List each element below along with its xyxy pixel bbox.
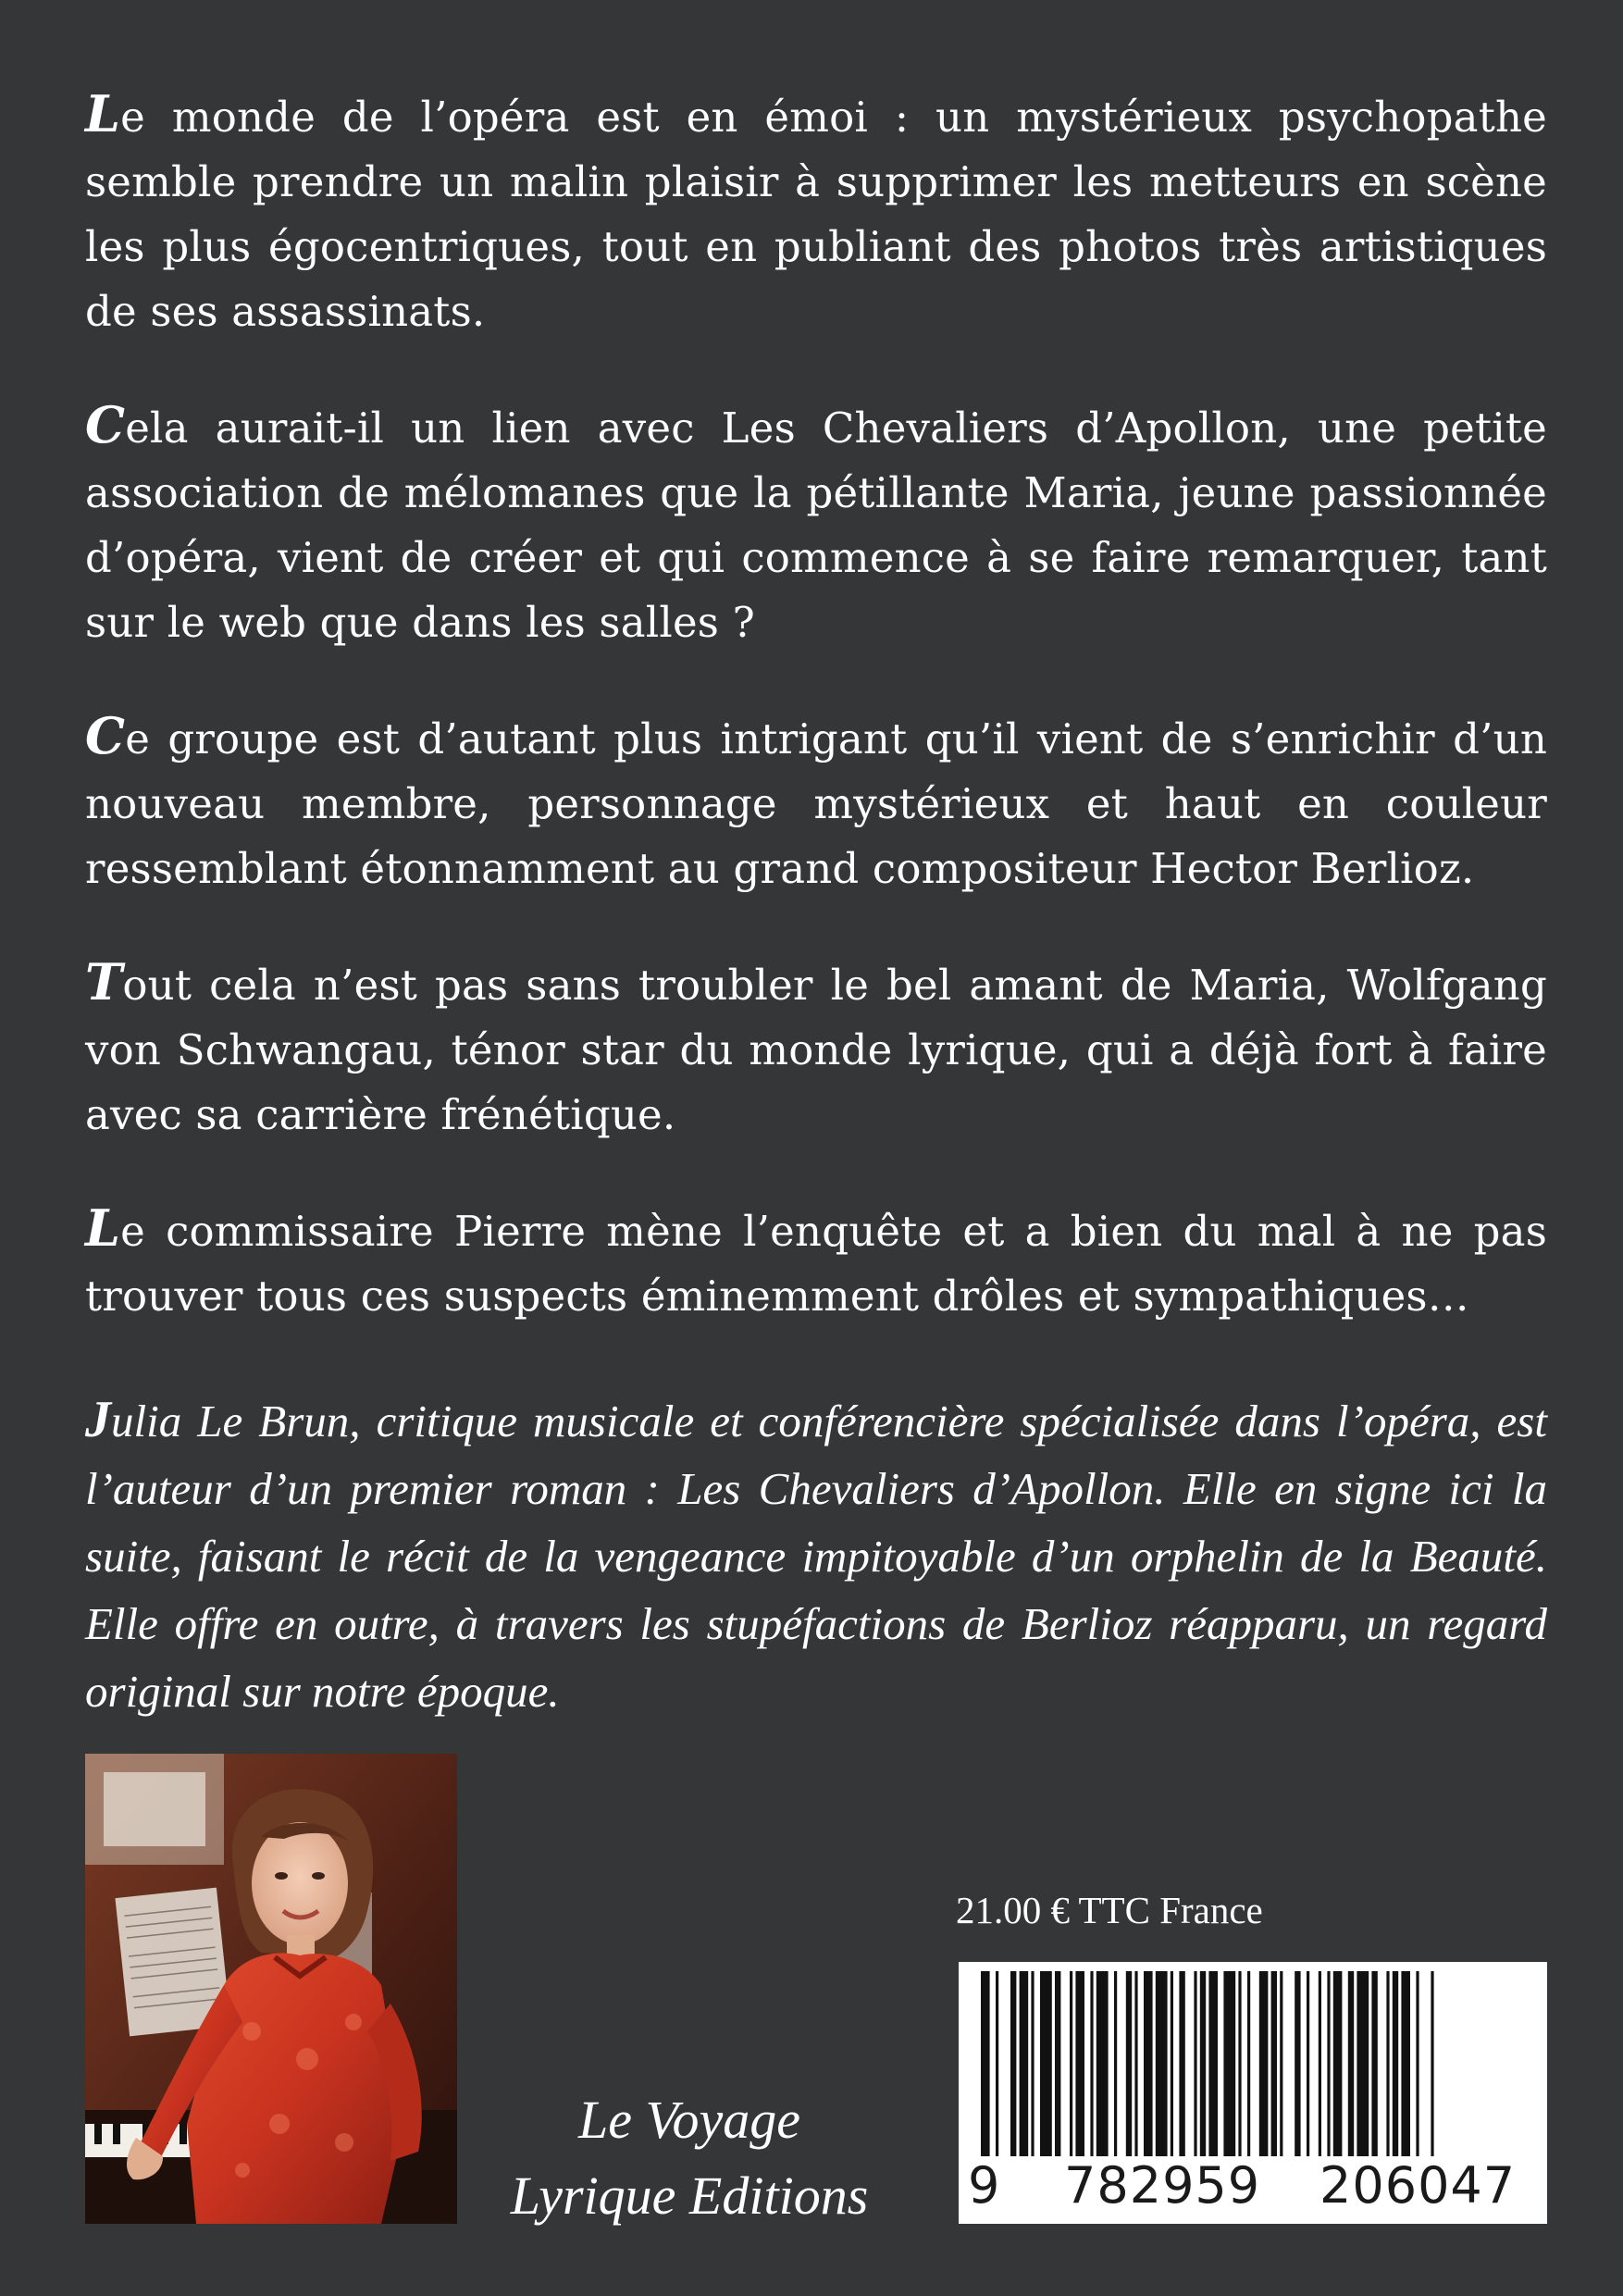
barcode-bar <box>1333 1971 1343 2156</box>
barcode-bar <box>1010 1971 1016 2156</box>
synopsis-paragraph <box>85 392 1547 655</box>
barcode-bar <box>1247 1971 1250 2156</box>
paragraph-text: e monde de l’opéra est en émoi : un mystérieux psychopathe semble prendre un malin plaisir à supprimer les metteurs en scène les plus égocentriques, tout en publiant des photos très artistiques de ses assassinats. <box>85 93 1547 336</box>
barcode-bar <box>1208 1971 1218 2156</box>
author-photo-illustration <box>85 1754 457 2224</box>
synopsis <box>85 81 1547 1377</box>
barcode-bar <box>1040 1971 1052 2156</box>
barcode-bar <box>981 1971 990 2156</box>
price-label: 21.00 € TTC France <box>956 1889 1263 1931</box>
publisher-line: Le Voyage <box>578 2090 800 2150</box>
barcode-bar <box>1393 1971 1398 2156</box>
barcode-bar <box>1280 1971 1282 2156</box>
barcode-bar <box>1348 1971 1354 2156</box>
barcode-bar <box>1401 1971 1410 2156</box>
barcode-bar <box>1090 1971 1093 2156</box>
isbn-barcode <box>959 1962 1547 2224</box>
barcode-bar <box>1096 1971 1109 2156</box>
barcode-bar <box>1223 1971 1235 2156</box>
barcode-bar <box>1020 1971 1029 2156</box>
drop-cap: C <box>85 706 126 765</box>
bio-text: ulia Le Brun, critique musicale et conférencière spécialisée dans l’opéra, est l’auteur d’un premier roman : Les Chevaliers d’Apollon. Elle en signe ici la suite, faisant le récit de la vengeance impitoyable d’un orphelin de la Beauté. Elle offre en outre, à travers les stupéfactions de Berlioz réapparu, un regard original sur notre époque. <box>85 1396 1547 1717</box>
barcode-bar <box>1070 1971 1072 2156</box>
synopsis-paragraph <box>85 1196 1547 1329</box>
barcode-group-2: 206047 <box>1316 2156 1519 2215</box>
barcode-bar <box>1371 1971 1377 2156</box>
barcode-bar <box>1171 1971 1173 2156</box>
paragraph-text: e groupe est d’autant plus intrigant qu’il vient de s’enrichir d’un nouveau membre, personnage mystérieux et haut en couleur ressemblant étonnamment au grand compositeur Hector Berlioz. <box>85 714 1547 893</box>
barcode-bar <box>1307 1971 1309 2156</box>
barcode-bar <box>1416 1971 1419 2156</box>
paragraph-text: e commissaire Pierre mène l’enquête et a bien du mal à ne pas trouver tous ces suspects éminemment drôles et sympathiques… <box>85 1207 1547 1321</box>
barcode-bar <box>1295 1971 1300 2156</box>
drop-cap: C <box>85 395 126 454</box>
synopsis-paragraph <box>85 949 1547 1148</box>
drop-cap: J <box>85 1391 111 1448</box>
barcode-group-1: 782959 <box>1060 2156 1264 2215</box>
author-photo <box>85 1754 457 2224</box>
barcode-bar <box>1179 1971 1184 2156</box>
barcode-bar <box>1319 1971 1321 2156</box>
barcode-bar <box>996 1971 998 2156</box>
barcode-bar <box>1238 1971 1241 2156</box>
barcode-bar <box>1327 1971 1330 2156</box>
barcode-bar <box>1357 1971 1369 2156</box>
drop-cap: L <box>85 1198 121 1258</box>
paragraph-text: out cela n’est pas sans troubler le bel amant de Maria, Wolfgang von Schwangau, ténor star du monde lyrique, qui a déjà fort à faire avec sa carrière frénétique. <box>85 961 1547 1139</box>
barcode-bar <box>1114 1971 1117 2156</box>
barcode-bar <box>1144 1971 1153 2156</box>
barcode-bar <box>1156 1971 1168 2156</box>
barcode-digits <box>959 2153 1547 2219</box>
barcode-lead-digit: 9 <box>964 2156 1004 2215</box>
barcode-bar <box>1259 1971 1269 2156</box>
barcode-bar <box>1126 1971 1132 2156</box>
paragraph-text: ela aurait-il un lien avec Les Chevaliers d’Apollon, une petite association de mélomanes que la pétillante Maria, jeune passionnée d’opéra, vient de créer et qui commence à se faire remarquer, tant sur le web que dans les salles ? <box>85 403 1547 647</box>
publisher-line: Lyrique Editions <box>510 2166 869 2226</box>
barcode-bar <box>1134 1971 1137 2156</box>
drop-cap: T <box>85 952 123 1011</box>
barcode-bar <box>1075 1971 1084 2156</box>
drop-cap: L <box>85 84 121 143</box>
author-bio <box>85 1386 1547 1725</box>
barcode-bar <box>1194 1971 1196 2156</box>
barcode-bar <box>1200 1971 1206 2156</box>
barcode-bar <box>1031 1971 1034 2156</box>
synopsis-paragraph <box>85 703 1547 901</box>
barcode-bar <box>1386 1971 1389 2156</box>
barcode-bar <box>1055 1971 1060 2156</box>
publisher-name <box>467 2082 911 2234</box>
barcode-bar <box>1431 1971 1433 2156</box>
synopsis-paragraph <box>85 81 1547 344</box>
barcode-bar <box>1271 1971 1277 2156</box>
